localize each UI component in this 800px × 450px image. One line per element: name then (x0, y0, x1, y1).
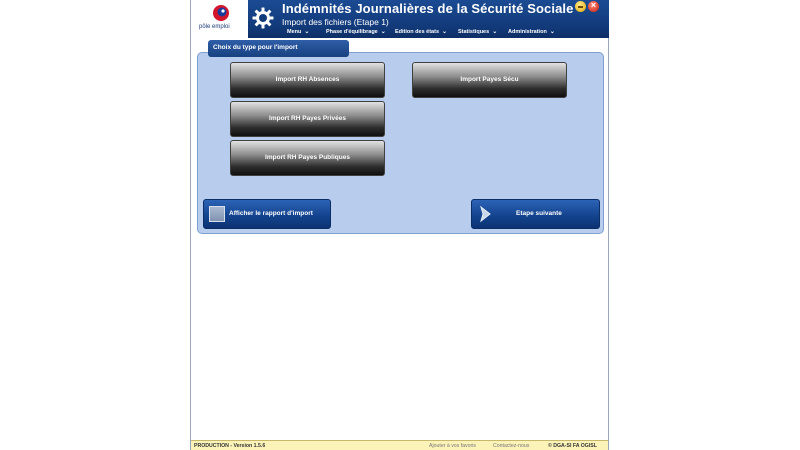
import-type-panel (197, 52, 604, 234)
close-icon: × (590, 0, 597, 10)
add-favorites-link[interactable]: Ajouter à vos favoris (429, 442, 476, 449)
pole-emploi-logo (191, 0, 248, 38)
import-payes-secu-button[interactable]: Import Payes Sécu (412, 62, 567, 98)
import-rh-payes-privees-button[interactable]: Import RH Payes Privées (230, 101, 385, 137)
nav-item-label: Administration (508, 29, 547, 35)
chevron-down-icon: ⌄ (492, 29, 498, 35)
nav-item-label: Edition des états (395, 29, 440, 35)
import-rh-payes-publiques-button[interactable]: Import RH Payes Publiques (230, 140, 385, 176)
status-bar (191, 440, 608, 450)
minimize-button[interactable] (575, 1, 586, 12)
nav-item-label: Statistiques (458, 29, 490, 35)
main-nav (248, 28, 609, 38)
panel-title: Choix du type pour l'import (208, 40, 349, 57)
nav-item-edition-etats[interactable] (395, 28, 447, 35)
nav-item-phase-equilibrage[interactable] (326, 28, 386, 35)
app-title: Indémnités Journalières de la Sécurité Sociale (282, 1, 574, 16)
nav-item-label: Phase d'équilibrage (326, 29, 378, 35)
header-banner (248, 0, 609, 38)
import-rh-absences-button[interactable]: Import RH Absences (230, 62, 385, 98)
app-window (190, 0, 609, 450)
environment-version: PRODUCTION - Version 1.5.6 (194, 442, 266, 449)
copyright-text: © DGA-SI FA OGISL (548, 442, 597, 449)
checkbox-icon (209, 206, 225, 222)
arrow-right-icon (478, 205, 494, 223)
next-step-label: Etape suivante (516, 210, 562, 217)
next-step-button[interactable] (471, 199, 600, 229)
nav-item-menu[interactable] (287, 28, 309, 35)
chevron-down-icon: ⌄ (549, 29, 555, 35)
logo-text: pôle emploi (199, 24, 230, 30)
page-subtitle: Import des fichiers (Etape 1) (282, 17, 389, 27)
show-import-report-button[interactable] (203, 199, 331, 229)
nav-item-administration[interactable] (508, 28, 555, 35)
nav-item-statistiques[interactable] (458, 28, 497, 35)
chevron-down-icon: ⌄ (304, 29, 310, 35)
contact-link[interactable]: Contactez-nous (493, 442, 530, 449)
close-button[interactable] (588, 1, 599, 12)
nav-item-label: Menu (287, 29, 302, 35)
chevron-down-icon: ⌄ (380, 29, 386, 35)
gear-icon (252, 7, 274, 29)
show-import-report-label: Afficher le rapport d'import (229, 210, 313, 217)
chevron-down-icon: ⌄ (442, 29, 448, 35)
logo-mark-icon (212, 4, 230, 22)
